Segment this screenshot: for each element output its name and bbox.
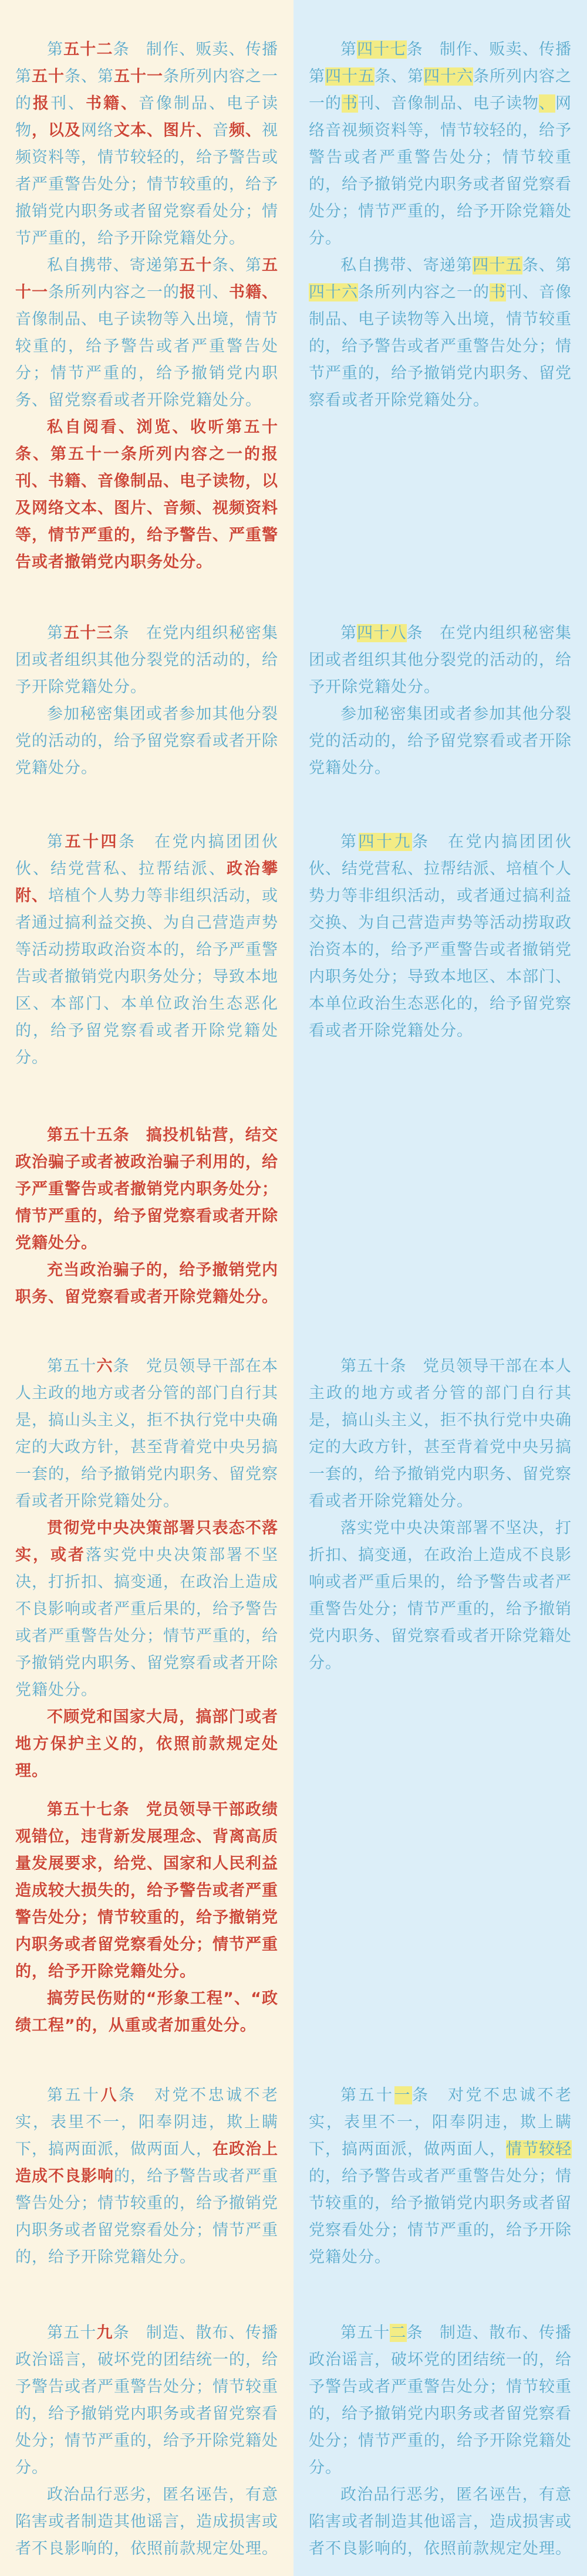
body-text-run: 第: [47, 40, 64, 59]
revised-text-run: 五十一: [15, 256, 279, 301]
paragraph: [15, 1515, 278, 1704]
body-text-run: 第五十: [47, 2086, 101, 2104]
revised-text-run: 搞劳民伤财的“形象工程”、“政绩工程”的，从重或者加重处分。: [15, 1989, 278, 2035]
body-text-run: 音: [212, 121, 229, 140]
body-text-run: 条 党员领导干部在本人主政的地方或者分管的部门自行其是，搞山头主义，拒不执行党中央确定的大政方针，甚至背着党中央另搞一套的，给予撤销党内职务、留党察看或者开除党籍处分。: [15, 1357, 279, 1510]
highlighted-text-run: 书: [490, 283, 506, 301]
paragraph: [15, 829, 278, 1072]
article-59: [0, 2320, 294, 2563]
highlighted-text-run: 四十七: [357, 40, 407, 59]
revised-text-run: 书籍、: [86, 94, 139, 113]
highlighted-text-run: 四十五: [473, 256, 522, 274]
revised-text-run: 在政治上造成不良影响: [15, 2140, 278, 2185]
article-50: [294, 1353, 587, 1677]
paragraph: [15, 414, 278, 576]
body-text-run: 私自携带、寄递第: [340, 256, 473, 274]
paragraph: [309, 620, 572, 701]
revised-text-run: 五十: [32, 67, 65, 86]
body-text-run: 条 对党不忠诚不老实，表里不一，阳奉阴违，欺上瞒下，搞两面派，做两面人，: [15, 2086, 278, 2158]
paragraph: [15, 36, 278, 252]
body-text-run: 条 制作、贩卖、传播第: [15, 40, 279, 86]
paragraph: [309, 1353, 572, 1515]
body-text-run: 条所列内容之一的: [48, 283, 180, 301]
body-text-run: 的，给予警告或者严重警告处分；情节较重的，给予撤销党内职务或者留党察看处分；情节严重的，给予开除党籍处分。: [15, 2167, 278, 2266]
body-text-run: 条 制作、贩卖、传播第: [309, 40, 572, 86]
body-text-run: 第五十: [47, 2324, 97, 2342]
body-text-run: 落实党中央决策部署不坚决，打折扣、搞变通，在政治上造成不良影响或者严重后果的，给予警告或者严重警告处分；情节严重的，给予撤销党内职务、留党察看或者开除党籍处分。: [15, 1546, 278, 1699]
article-52-old: [294, 2320, 587, 2563]
paragraph: [15, 620, 278, 701]
body-text-run: 网络音视频资料等，情节较轻的，给予警告或者严重警告处分；情节较重的，给予撤销党内职务或者留党察看处分；情节严重的，给予开除党籍处分。: [309, 94, 572, 248]
body-text-run: 第五十: [47, 1357, 97, 1375]
revised-text-run: 频、: [229, 121, 262, 140]
paragraph: [15, 1257, 278, 1311]
highlighted-text-run: 四十八: [357, 624, 407, 642]
revised-text-run: 充当政治骗子的，给予撤销党内职务、留党察看或者开除党籍处分。: [15, 1261, 278, 1306]
body-text-run: 落实党中央决策部署不坚决，打折扣、搞变通，在政治上造成不良影响或者严重后果的，给予警告或者严重警告处分；情节严重的，给予撤销党内职务、留党察看或者开除党籍处分。: [309, 1519, 572, 1672]
revised-text-run: 五十二: [63, 40, 113, 59]
article-48: [294, 620, 587, 782]
highlighted-text-run: 情节较轻: [506, 2140, 572, 2158]
revised-text-run: 五十四: [65, 833, 119, 851]
paragraph: [309, 252, 572, 414]
body-text-run: 条 对党不忠诚不老实，表里不一，阳奉阴违，欺上瞒下，搞两面派，做两面人，: [309, 2086, 572, 2158]
body-text-run: 条 在党内搞团团伙伙、结党营私、拉帮结派、培植个人势力等非组织活动，或者通过搞利益交换、为自己营造声势等活动捞取政治资本的，给予严重警告或者撤销党内职务处分；导致本地区、本部门、本单位政治生态恶化的，给予留党察看或者开除党籍处分。: [309, 833, 572, 1040]
article-49: [294, 829, 587, 1045]
right-panel-original-text: [294, 0, 587, 2576]
paragraph: [309, 1515, 572, 1677]
body-text-run: 条 制造、散布、传播政治谣言，破坏党的团结统一的，给予警告或者严重警告处分；情节较重的，给予撤销党内职务或者留党察看处分；情节严重的，给予开除党籍处分。: [309, 2324, 572, 2477]
revised-text-run: 报: [180, 283, 196, 301]
highlighted-text-run: 书: [342, 94, 358, 113]
article-56: [0, 1353, 294, 1785]
revised-text-run: 私自阅看、浏览、收听第五十条、第五十一条所列内容之一的报刊、书籍、音像制品、电子读物，以及网络文本、图片、音频、视频资料等，情节严重的，给予警告、严重警告或者撤销党内职务处分。: [15, 418, 278, 571]
body-text-run: 第: [340, 40, 357, 59]
article-54: [0, 829, 294, 1072]
highlighted-text-run: 四十五: [325, 67, 375, 86]
revised-text-run: 六: [96, 1357, 113, 1375]
body-text-run: 培植个人势力等非组织活动，或者通过搞利益交换、为自己营造声势等活动捞取政治资本的，给予严重警告或者撤销党内职务处分；导致本地区、本部门、本单位政治生态恶化的，给予留党察看或者开除党籍处分。: [15, 887, 278, 1067]
body-text-run: 条所列内容之一的: [309, 67, 572, 113]
body-text-run: 条、第: [212, 256, 262, 274]
revised-text-run: 九: [96, 2324, 113, 2342]
paragraph: [309, 2320, 572, 2482]
revised-text-run: 五十一: [114, 67, 163, 86]
revised-text-run: 政治攀附、: [15, 860, 278, 905]
paragraph: [15, 1353, 278, 1515]
body-text-run: 第: [47, 624, 64, 642]
article-53: [0, 620, 294, 782]
revised-text-run: ，以及: [32, 121, 81, 140]
article-55: [0, 1122, 294, 1311]
revised-text-run: 贯彻党中央决策部署只表态不落实，或者: [15, 1519, 278, 1564]
paragraph: [15, 252, 278, 414]
body-text-run: 第五十: [340, 2324, 390, 2342]
paragraph: [15, 1985, 278, 2039]
body-text-run: 第五十条 党员领导干部在本人主政的地方或者分管的部门自行其是，搞山头主义，拒不执行党中央确定的大政方针，甚至背着党中央另搞一套的，给予撤销党内职务、留党察看或者开除党籍处分。: [309, 1357, 572, 1510]
body-text-run: 刊、音像制品、电子读物: [358, 94, 539, 113]
body-text-run: 音像制品、电子读物: [15, 94, 278, 140]
paragraph: [309, 2482, 572, 2563]
body-text-run: 的，给予警告或者严重警告处分；情节较重的，给予撤销党内职务或者留党察看处分；情节严重的，给予开除党籍处分。: [309, 2167, 572, 2266]
highlighted-text-run: 四十九: [358, 833, 412, 851]
body-text-run: 参加秘密集团或者参加其他分裂党的活动的，给予留党察看或者开除党籍处分。: [15, 705, 278, 777]
revised-text-run: 不顾党和国家大局，搞部门或者地方保护主义的，依照前款规定处理。: [15, 1708, 278, 1780]
body-text-run: 第: [340, 833, 359, 851]
body-text-run: 政治品行恶劣，匿名诬告，有意陷害或者制造其他谣言，造成损害或者不良影响的，依照前款规定处理。: [15, 2486, 278, 2558]
body-text-run: 私自携带、寄递第: [47, 256, 180, 274]
paragraph: [15, 1704, 278, 1785]
paragraph: [15, 2482, 278, 2563]
body-text-run: 视频资料等，情节较轻的，给予警告或者严重警告处分；情节较重的，给予撤销党内职务或者留党察看处分；情节严重的，给予开除党籍处分。: [15, 121, 278, 248]
body-text-run: 条、第: [375, 67, 424, 86]
body-text-run: 第: [47, 833, 65, 851]
body-text-run: 第五十: [340, 2086, 394, 2104]
paragraph: [15, 701, 278, 782]
paragraph: [15, 1797, 278, 1985]
revised-text-run: 五十: [179, 256, 212, 274]
body-text-run: 条 制造、散布、传播政治谣言，破坏党的团结统一的，给予警告或者严重警告处分；情节较重的，给予撤销党内职务或者留党察看处分；情节严重的，给予开除党籍处分。: [15, 2324, 279, 2477]
paragraph: [309, 2082, 572, 2271]
body-text-run: 音像制品、电子读物等入出境，情节较重的，给予警告或者严重警告处分；情节严重的，给予撤销党内职务、留党察看或者开除党籍处分。: [15, 310, 278, 409]
body-text-run: 刊、: [50, 94, 86, 113]
revised-text-run: 五十三: [63, 624, 113, 642]
article-57: [0, 1797, 294, 2039]
body-text-run: 条 在党内搞团团伙伙、结党营私、拉帮结派、: [15, 833, 278, 878]
revised-text-run: 文本、图片、: [114, 121, 212, 140]
highlighted-text-run: 四十六: [309, 283, 358, 301]
article-47: [294, 36, 587, 414]
body-text-run: 条所列内容之一的: [358, 283, 490, 301]
body-text-run: 第: [340, 624, 357, 642]
revised-text-run: 书籍、: [229, 283, 278, 301]
revised-text-run: 八: [100, 2086, 119, 2104]
paragraph: [15, 2082, 278, 2271]
body-text-run: 刊、音像制品、电子读物等入出境，情节较重的，给予警告或者严重警告处分；情节严重的，给予撤销党内职务、留党察看或者开除党籍处分。: [309, 283, 572, 409]
article-51: [294, 2082, 587, 2271]
body-text-run: 参加秘密集团或者参加其他分裂党的活动的，给予留党察看或者开除党籍处分。: [309, 705, 572, 777]
revised-text-run: 第五十五条 搞投机钻营，结交政治骗子或者被政治骗子利用的，给予严重警告或者撤销党内职务处分；情节严重的，给予留党察看或者开除党籍处分。: [15, 1126, 278, 1252]
body-text-run: 网络: [81, 121, 114, 140]
revised-text-run: 第五十七条 党员领导干部政绩观错位，违背新发展理念、背离高质量发展要求，给党、国家和人民利益造成较大损失的，给予警告或者严重警告处分；情节较重的，给予撤销党内职务或者留党察看处分；情节严重的，给予开除党籍处分。: [15, 1801, 278, 1981]
paragraph: [309, 829, 572, 1045]
article-52: [0, 36, 294, 576]
paragraph: [15, 1122, 278, 1257]
article-58: [0, 2082, 294, 2271]
body-text-run: 刊、: [196, 283, 229, 301]
highlighted-text-run: 二: [390, 2324, 407, 2342]
body-text-run: 政治品行恶劣，匿名诬告，有意陷害或者制造其他谣言，造成损害或者不良影响的，依照前款规定处理。: [309, 2486, 572, 2558]
body-text-run: 条、第: [65, 67, 114, 86]
body-text-run: 条 在党内组织秘密集团或者组织其他分裂党的活动的，给予开除党籍处分。: [15, 624, 279, 696]
highlighted-text-run: 四十六: [424, 67, 473, 86]
paragraph: [309, 701, 572, 782]
highlighted-text-run: 、: [539, 94, 555, 113]
revised-text-run: 报: [33, 94, 50, 113]
body-text-run: 条 在党内组织秘密集团或者组织其他分裂党的活动的，给予开除党籍处分。: [309, 624, 572, 696]
highlighted-text-run: 一: [394, 2086, 412, 2104]
paragraph: [309, 36, 572, 252]
body-text-run: 条所列内容之一的: [15, 67, 278, 113]
body-text-run: 条、第: [522, 256, 572, 274]
paragraph: [15, 2320, 278, 2482]
